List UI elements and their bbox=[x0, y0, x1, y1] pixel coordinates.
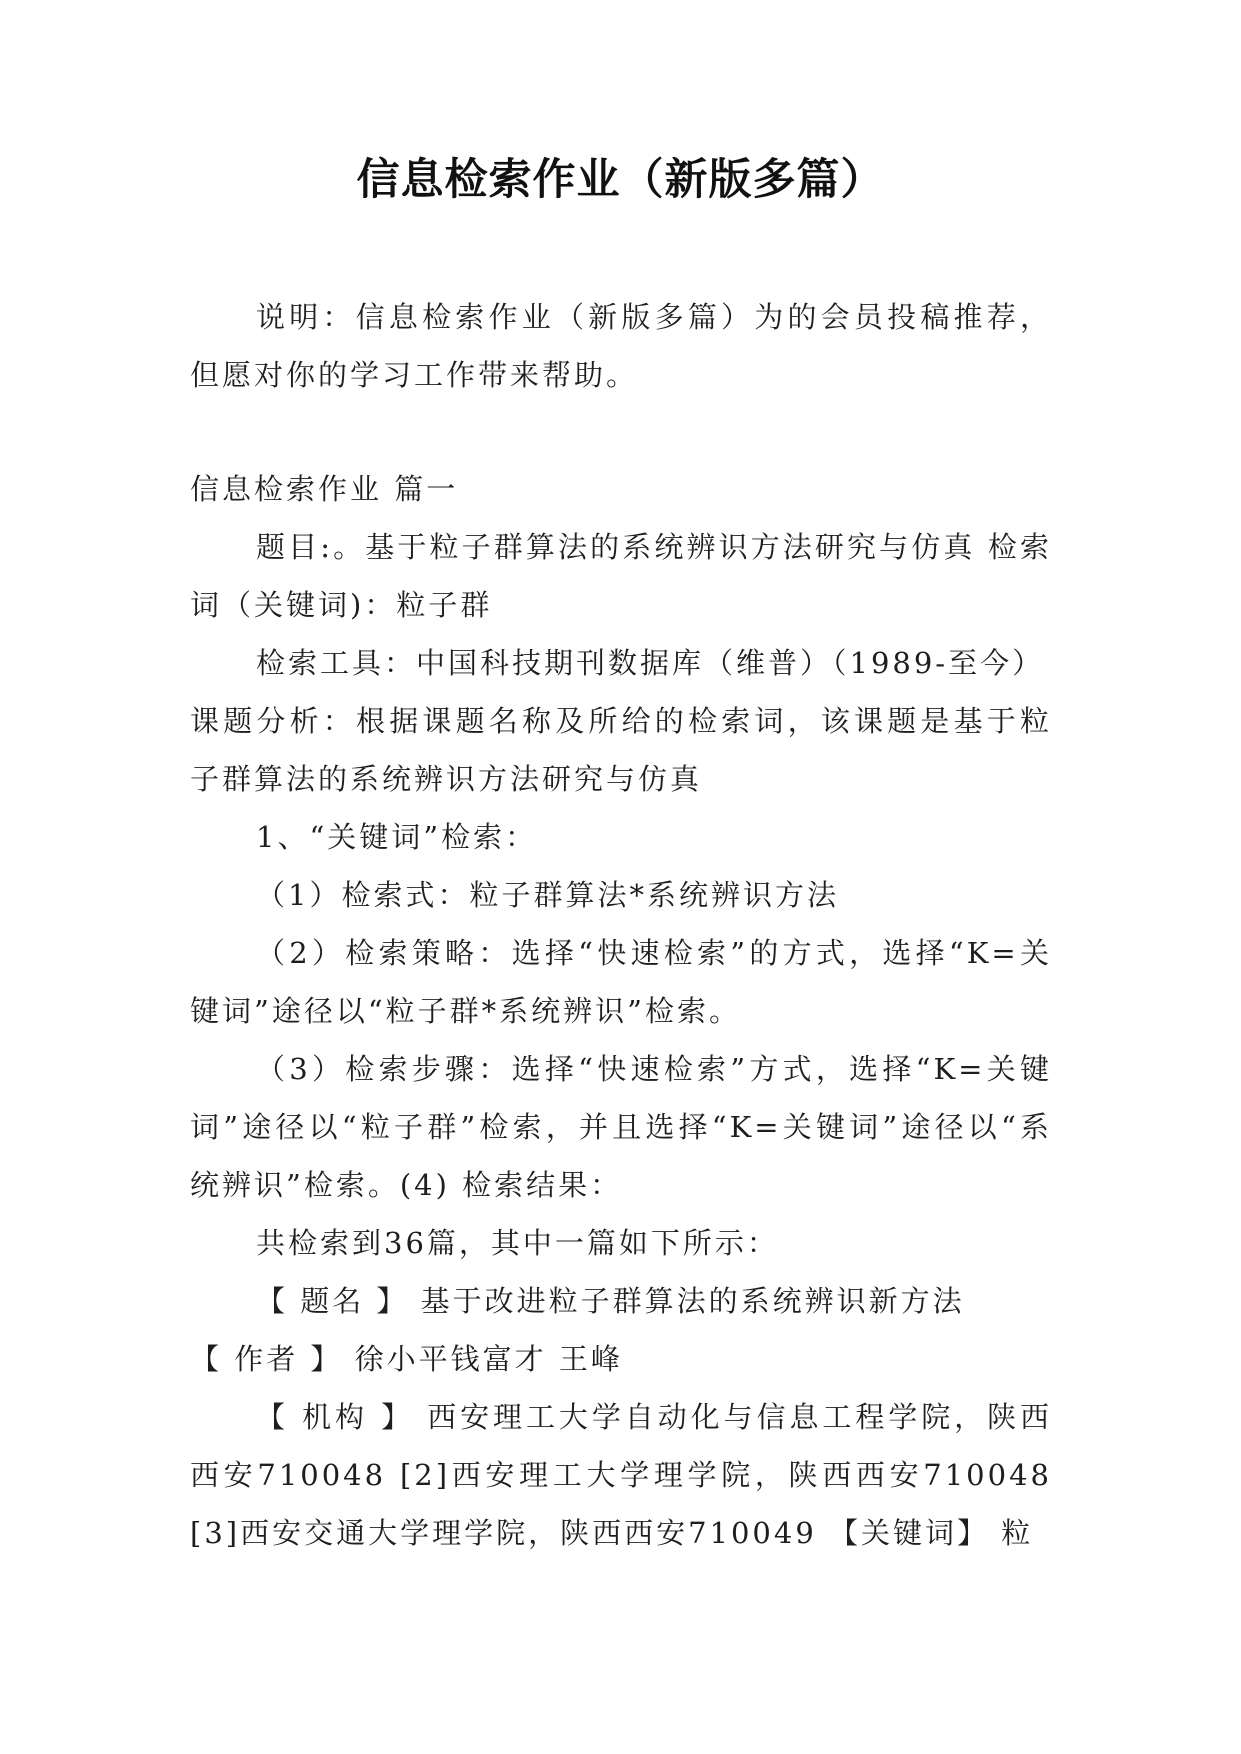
analysis-paragraph: 课题分析：根据课题名称及所给的检索词，该课题是基于粒子群算法的系统辨识方法研究与仿真 bbox=[190, 704, 1052, 796]
search-tool-paragraph: 检索工具：中国科技期刊数据库（维普）（1989-至今） bbox=[256, 646, 1045, 680]
section-heading: 信息检索作业 篇一 bbox=[190, 472, 459, 506]
document-title: 信息检索作业（新版多篇） bbox=[356, 155, 885, 205]
topic-paragraph: 题目:。基于粒子群算法的系统辨识方法研究与仿真 检索词（关键词)：粒子群 bbox=[190, 530, 1052, 622]
intro-block bbox=[190, 288, 1052, 404]
record-institution-paragraph: 【 机构 】 西安理工大学自动化与信息工程学院，陕西西安710048 [2]西安理工大学理学院，陕西西安710048 [3]西安交通大学理学院，陕西西安710049 【关键词】 粒 bbox=[190, 1400, 1052, 1550]
record-author-paragraph: 【 作者 】 徐小平钱富才 王峰 bbox=[190, 1342, 623, 1376]
main-body bbox=[190, 460, 1052, 1562]
search-formula-paragraph: （1）检索式：粒子群算法*系统辨识方法 bbox=[256, 878, 839, 912]
search-strategy-paragraph: （2）检索策略：选择“快速检索”的方式，选择“K=关键词”途径以“粒子群*系统辨识”检索。 bbox=[190, 936, 1052, 1028]
result-count-paragraph: 共检索到36篇，其中一篇如下所示： bbox=[256, 1226, 779, 1260]
keyword-search-heading: 1、“关键词”检索： bbox=[256, 820, 538, 854]
search-steps-paragraph: （3）检索步骤：选择“快速检索”方式，选择“K=关键词”途径以“粒子群”检索，并且选择“K=关键词”途径以“系统辨识”检索。(4) 检索结果： bbox=[190, 1052, 1052, 1202]
record-title-paragraph: 【 题名 】 基于改进粒子群算法的系统辨识新方法 bbox=[256, 1284, 965, 1318]
intro-paragraph: 说明：信息检索作业（新版多篇）为的会员投稿推荐，但愿对你的学习工作带来帮助。 bbox=[190, 300, 1052, 392]
